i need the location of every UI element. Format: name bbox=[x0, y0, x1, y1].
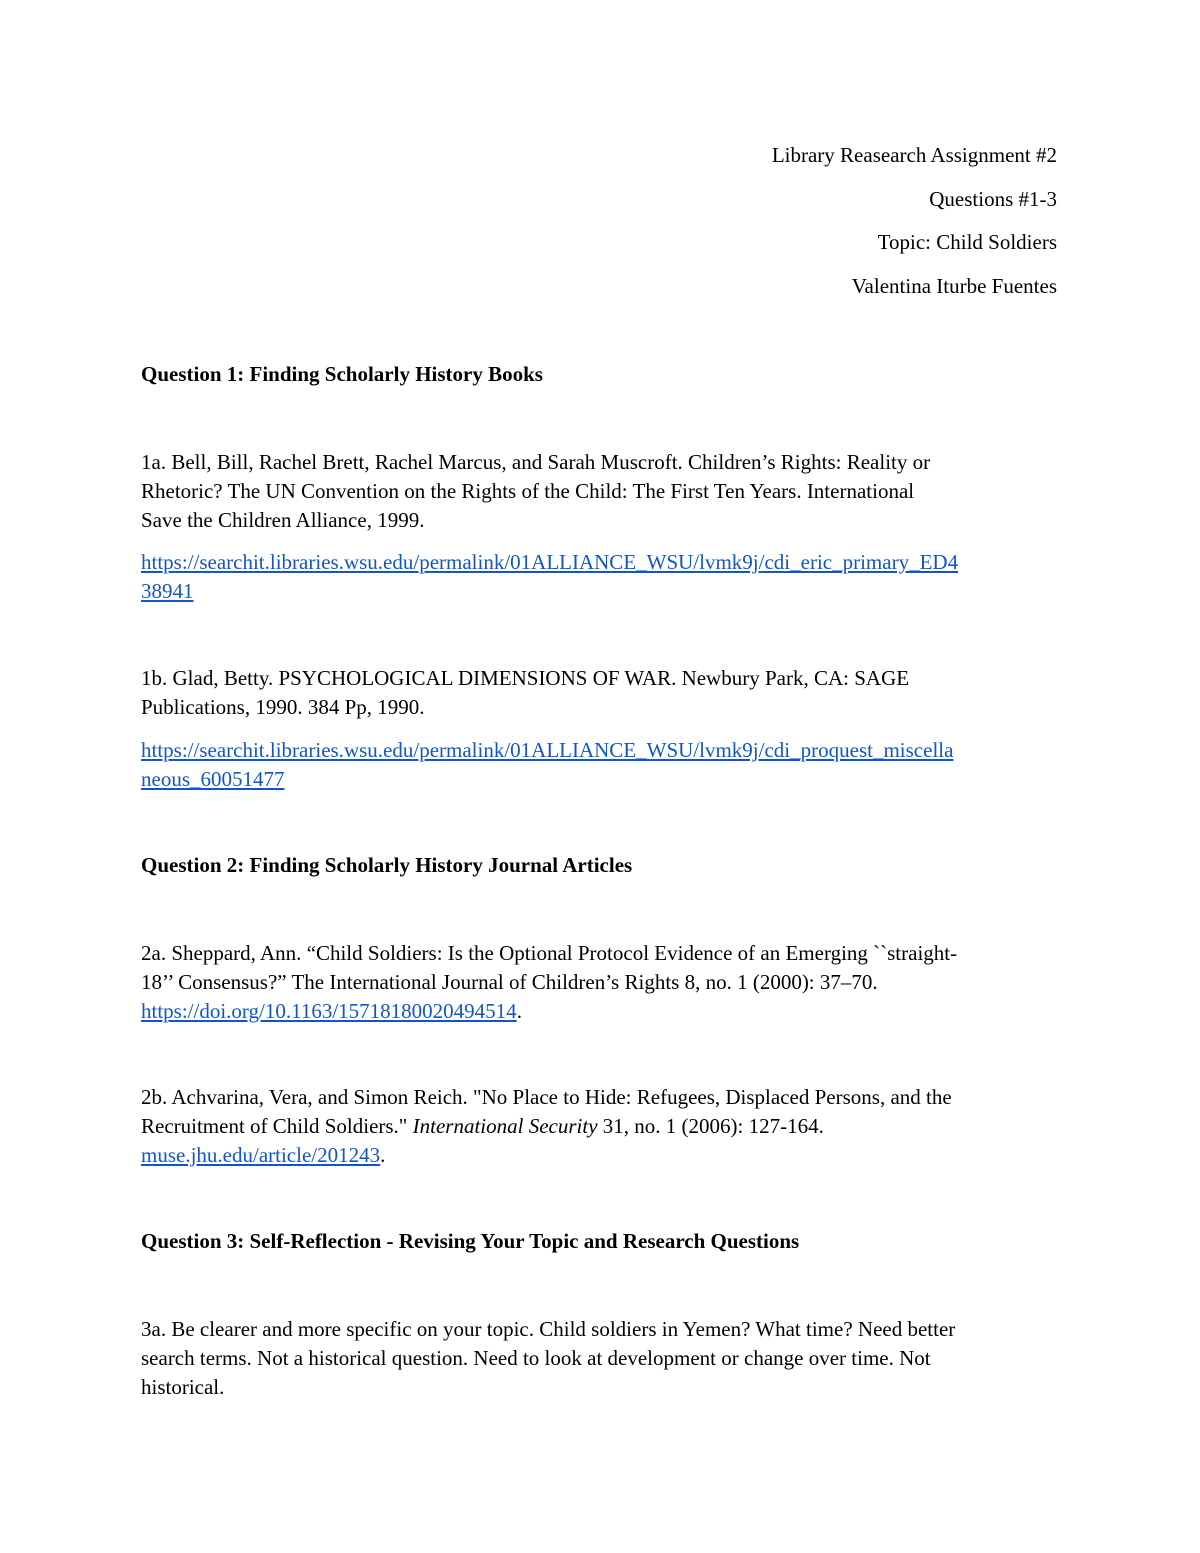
citation-2a-doi-link[interactable]: https://doi.org/10.1163/15718180020494514 bbox=[141, 999, 517, 1023]
citation-2b-line2-start: Recruitment of Child Soldiers." bbox=[141, 1114, 413, 1138]
citation-2b-line2 bbox=[141, 1112, 824, 1140]
citation-2a-line1: 2a. Sheppard, Ann. “Child Soldiers: Is the Optional Protocol Evidence of an Emerging ``straight- bbox=[141, 941, 958, 965]
citation-2a-line2: 18’’ Consensus?” The International Journal of Children’s Rights 8, no. 1 (2000): 37–70. bbox=[141, 970, 878, 994]
citation-2b-journal-title: International Security bbox=[412, 1114, 598, 1138]
citation-1b-link-part1[interactable]: https://searchit.libraries.wsu.edu/permalink/01ALLIANCE_WSU/lvmk9j/cdi_proquest_miscella bbox=[141, 738, 954, 762]
citation-1b-line2: Publications, 1990. 384 Pp, 1990. bbox=[141, 695, 425, 719]
citation-1b-line1: 1b. Glad, Betty. PSYCHOLOGICAL DIMENSIONS OF WAR. Newbury Park, CA: SAGE bbox=[141, 666, 910, 690]
topic-label: Topic: Child Soldiers bbox=[877, 230, 1057, 254]
question-1-heading: Question 1: Finding Scholarly History Books bbox=[141, 362, 543, 386]
reflection-3a-line2: search terms. Not a historical question. Need to look at development or change over time. Not bbox=[141, 1346, 931, 1370]
questions-label: Questions #1-3 bbox=[929, 187, 1057, 211]
citation-2b-line3 bbox=[141, 1141, 385, 1169]
citation-2a-period: . bbox=[516, 999, 522, 1023]
citation-2a-line3 bbox=[141, 997, 522, 1025]
reflection-3a-line1: 3a. Be clearer and more specific on your topic. Child soldiers in Yemen? What time? Need better bbox=[141, 1317, 956, 1341]
question-3-heading: Question 3: Self-Reflection - Revising Your Topic and Research Questions bbox=[141, 1229, 800, 1253]
citation-1a-line3: Save the Children Alliance, 1999. bbox=[141, 508, 425, 532]
question-2-heading: Question 2: Finding Scholarly History Journal Articles bbox=[141, 853, 633, 877]
author-name: Valentina Iturbe Fuentes bbox=[851, 274, 1057, 298]
citation-1a-link-part1[interactable]: https://searchit.libraries.wsu.edu/permalink/01ALLIANCE_WSU/lvmk9j/cdi_eric_primary_ED4 bbox=[141, 550, 959, 574]
citation-2b-muse-link[interactable]: muse.jhu.edu/article/201243 bbox=[141, 1143, 381, 1167]
assignment-title: Library Reasearch Assignment #2 bbox=[771, 143, 1057, 167]
citation-1a-link-part2[interactable]: 38941 bbox=[141, 579, 194, 603]
citation-2b-period: . bbox=[380, 1143, 386, 1167]
citation-2b-line1: 2b. Achvarina, Vera, and Simon Reich. "No Place to Hide: Refugees, Displaced Persons, and the bbox=[141, 1085, 952, 1109]
citation-1a-line1: 1a. Bell, Bill, Rachel Brett, Rachel Marcus, and Sarah Muscroft. Children’s Rights: Reality or bbox=[141, 450, 931, 474]
citation-1a-line2: Rhetoric? The UN Convention on the Rights of the Child: The First Ten Years. International bbox=[141, 479, 915, 503]
citation-1b-link-part2[interactable]: neous_60051477 bbox=[141, 767, 285, 791]
citation-2b-line2-end: 31, no. 1 (2006): 127-164. bbox=[597, 1114, 824, 1138]
reflection-3a-line3: historical. bbox=[141, 1375, 225, 1399]
